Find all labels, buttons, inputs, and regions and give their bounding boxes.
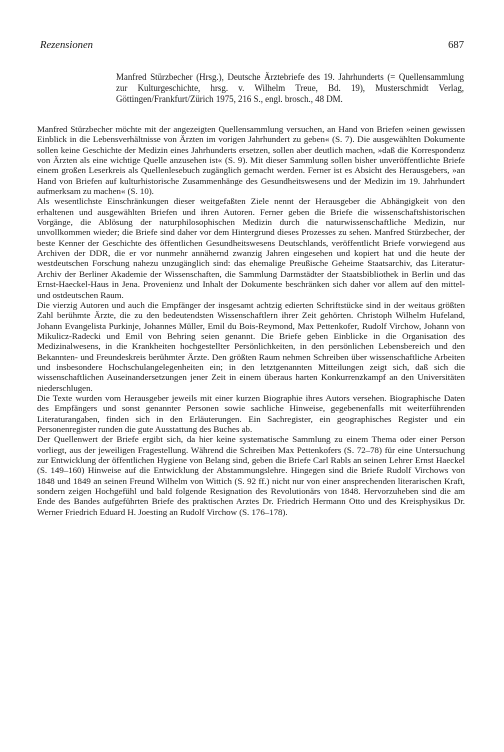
paragraph-4: Die Texte wurden vom Herausgeber jeweils mit einer kurzen Biographie ihres Autors versehen. Biographische Daten des Empfängers und sonst genannter Personen sowie sachliche Hinweise, gegebenenfalls mit weiterführenden Literaturangaben, finden sich in den Erläuterungen. Ein Sachregister, ein geographisches Register und ein Personenregister runden die gute Ausstattung des Buches ab. (37, 392, 465, 434)
paragraph-5: Der Quellenwert der Briefe ergibt sich, da hier keine systematische Sammlung zu einem Thema oder einer Person vorliegt, aus der jeweiligen Fragestellung. Während die Schreiben Max Pettenkofers (S. 72–78) für eine Untersuchung zur Entwicklung der öffentlichen Hygiene von Belang sind, geben die Briefe Carl Rabls an seinen Lehrer Ernst Haeckel (S. 149–160) Hinweise auf die Entwicklung der Abstammungslehre. Hingegen sind die Briefe Rudolf Virchows von 1848 und 1849 an seinen Freund Wilhelm von Wittich (S. 92 ff.) nicht nur von einer ansprechenden literarischen Kraft, sondern zeigen Hochgefühl und bald folgende Resignation des Revolutionärs von 1848. Hervorzuheben sind die am Ende des Bandes aufgeführten Briefe des praktischen Arztes Dr. Friedrich Hermann Otto und des Kreisphysikus Dr. Werner Friedrich Eduard H. Joesting an Rudolf Virchow (S. 176–178). (37, 434, 465, 517)
section-title: Rezensionen (40, 40, 93, 51)
paragraph-1: Manfred Stürzbecher möchte mit der angezeigten Quellensammlung versuchen, an Hand von Briefen »einen gewissen Einblick in die Lebensverhältnisse von Ärzten im vorigen Jahrhundert zu geben« (S. 7). Die ausgewählten Dokumente sollen keine Geschichte der Medizin eines Jahrhunderts ersetzen, sollen aber deutlich machen, »daß die Korrespondenz von Ärzten als eine wichtige Quelle anzusehen ist« (S. 9). Mit dieser Sammlung sollen bisher unveröffentlichte Briefe einem großen Leserkreis als Quellenlesebuch zugänglich gemacht werden. Ferner ist es Absicht des Herausgebers, »an Hand von Briefen auf kulturhistorische Zusammenhänge des Gesundheitswesens und der Medizin im 19. Jahrhundert aufmerksam zu machen« (S. 10). (37, 124, 465, 197)
page-header (0, 40, 504, 51)
paragraph-2: Als wesentlichste Einschränkungen dieser weitgefaßten Ziele nennt der Herausgeber die Abhängigkeit von den erhaltenen und ausgewählten Briefen und ihren Autoren. Ferner geben die Briefe die wissenschaftshistorischen Vorgänge, die Ablösung der naturphilosophischen Medizin durch die naturwissenschaftliche Medizin, nur unvollkommen wieder; die Briefe sind daher vor dem Hintergrund dieses Prozesses zu sehen. Manfred Stürzbecher, der beste Kenner der Geschichte des öffentlichen Gesundheitswesens Deutschlands, veröffentlicht Briefe vorwiegend aus Archiven der DDR, die er vor nunmehr annähernd zwanzig Jahren eingesehen und kopiert hat und die heute der westdeutschen Forschung nahezu unzugänglich sind: das ehemalige Preußische Geheime Staatsarchiv, das Literatur-Archiv der Berliner Akademie der Wissenschaften, die Sammlung Darmstädter der Staatsbibliothek in Berlin und das Ernst-Haeckel-Haus in Jena. Provenienz und Inhalt der Dokumente beschränken sich daher vor allem auf den mittel- und ostdeutschen Raum. (37, 196, 465, 300)
page-number: 687 (448, 40, 464, 51)
book-citation (116, 72, 464, 106)
paragraph-3: Die vierzig Autoren und auch die Empfänger der insgesamt achtzig edierten Schriftstücke sind in der weitaus größten Zahl berühmte Ärzte, die zu den bedeutendsten Wissenschaftlern ihrer Zeit gehörten. Christoph Wilhelm Hufeland, Johann Evangelista Purkinje, Johannes Müller, Emil du Bois-Reymond, Max Pettenkofer, Rudolf Virchow, Johann von Mikulicz-Radecki und Emil von Behring seien genannt. Die Briefe geben Einblicke in die Organisation des Medizinalwesens, in die Krankheiten hochgestellter Persönlichkeiten, in den persönlichen Lebensbereich und den Bekannten- und Freundeskreis berühmter Ärzte. Den größten Raum nehmen Schreiben über wissenschaftliche Arbeiten und insbesondere Hochschulangelegenheiten ein; in den letztgenannten Mitteilungen zeigt sich, daß sich die wissenschaftlichen Auseinandersetzungen jener Zeit in einem überaus harten Konkurrenzkampf an den Universitäten niederschlugen. (37, 299, 465, 393)
citation-text: Manfred Stürzbecher (Hrsg.), Deutsche Ärztebriefe des 19. Jahrhunderts (= Quellensammlung zur Kulturgeschichte, hrsg. v. Wilhelm Treue, Bd. 19), Musterschmidt Verlag, Göttingen/Frankfurt/Zürich 1975, 216 S., engl. brosch., 48 DM. (116, 72, 464, 105)
review-body (37, 124, 465, 517)
